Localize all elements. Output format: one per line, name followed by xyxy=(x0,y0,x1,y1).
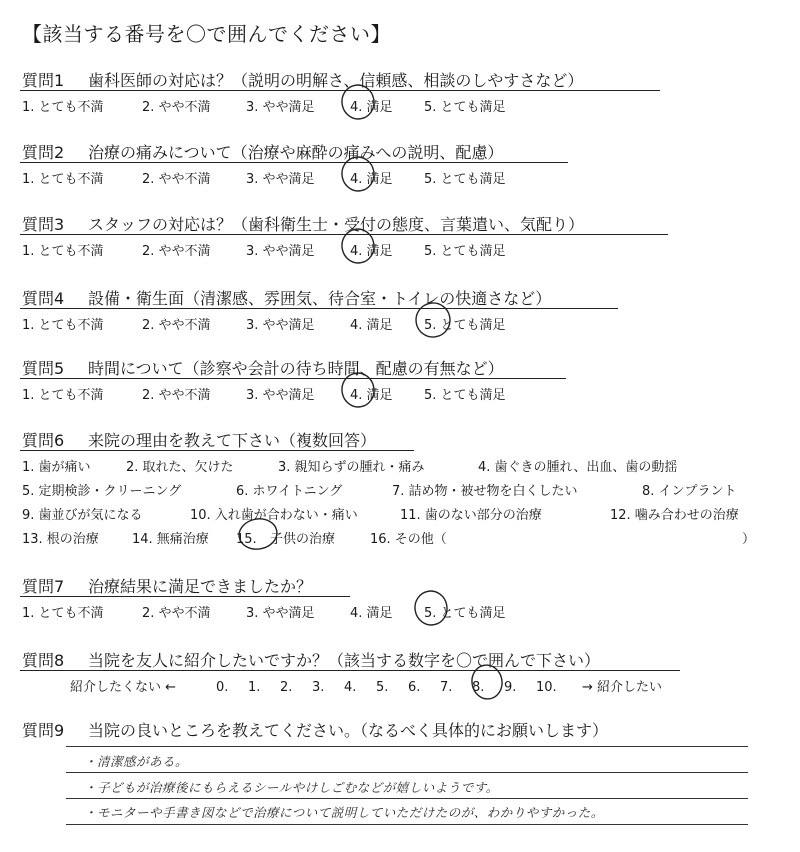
reason-option[interactable]: 2. 取れた、欠けた xyxy=(126,460,234,475)
option-5[interactable]: 5. とても満足 xyxy=(424,606,506,621)
other-close-paren: ） xyxy=(742,532,756,547)
scale-value[interactable]: 10. xyxy=(536,680,557,695)
option-1[interactable]: 1. とても不満 xyxy=(22,606,104,621)
option-3[interactable]: 3. やや満足 xyxy=(246,244,315,259)
scale-right-label: → 紹介したい xyxy=(582,680,663,695)
reason-option-label: 子供の治療 xyxy=(270,532,336,547)
handwritten-answer-2: ・子どもが治療後にもらえるシールやけしごむなどが嬉しいようです。 xyxy=(84,780,499,795)
option-2[interactable]: 2. やや不満 xyxy=(142,388,211,403)
scale-value[interactable]: 5. xyxy=(376,680,389,695)
reason-option[interactable]: 8. インプラント xyxy=(642,484,737,499)
question-text: 時間について（診察や会計の待ち時間、配慮の有無など） xyxy=(88,359,504,378)
option-4[interactable]: 4. 満足 xyxy=(350,100,393,115)
option-4[interactable]: 4. 満足 xyxy=(350,318,393,333)
reason-option[interactable]: 6. ホワイトニング xyxy=(236,484,343,499)
question-text: 治療結果に満足できましたか？ xyxy=(88,577,313,596)
reason-option-other[interactable]: 16. その他（ xyxy=(370,532,447,547)
option-4[interactable]: 4. 満足 xyxy=(350,606,393,621)
question-number: 質問4 xyxy=(22,289,65,308)
question-text: 当院の良いところを教えてください。（なるべく具体的にお願いします） xyxy=(88,721,609,740)
option-4[interactable]: 4. 満足 xyxy=(350,388,393,403)
question-text: 歯科医師の対応は？（説明の明解さ、信頼感、相談のしやすさなど） xyxy=(88,71,584,90)
circle-mark-q6 xyxy=(237,516,280,552)
circle-mark-q4 xyxy=(413,300,452,339)
reason-option[interactable]: 13. 根の治療 xyxy=(22,532,99,547)
circle-mark-q1 xyxy=(339,82,376,121)
option-1[interactable]: 1. とても不満 xyxy=(22,388,104,403)
option-4[interactable]: 4. 満足 xyxy=(350,244,393,259)
option-2[interactable]: 2. やや不満 xyxy=(142,318,211,333)
scale-value[interactable]: 2. xyxy=(280,680,293,695)
option-3[interactable]: 3. やや満足 xyxy=(246,318,315,333)
option-3[interactable]: 3. やや満足 xyxy=(246,172,315,187)
question-text: スタッフの対応は？（歯科衛生士・受付の態度、言葉遣い、気配り） xyxy=(88,215,585,234)
option-1[interactable]: 1. とても不満 xyxy=(22,244,104,259)
question-number: 質問7 xyxy=(22,577,65,596)
option-1[interactable]: 1. とても不満 xyxy=(22,100,104,115)
circle-mark-q7 xyxy=(412,588,449,627)
option-5[interactable]: 5. とても満足 xyxy=(424,318,506,333)
reason-option[interactable]: 7. 詰め物・被せ物を白くしたい xyxy=(392,484,578,499)
option-5[interactable]: 5. とても満足 xyxy=(424,244,506,259)
reason-option-circled[interactable]: 15. xyxy=(236,532,257,547)
scale-value[interactable]: 7. xyxy=(440,680,453,695)
option-2[interactable]: 2. やや不満 xyxy=(142,244,211,259)
question-number: 質問6 xyxy=(22,431,65,450)
form-title: 【該当する番号を〇で囲んでください】 xyxy=(22,22,391,46)
option-3[interactable]: 3. やや満足 xyxy=(246,100,315,115)
scale-value[interactable]: 0. xyxy=(216,680,229,695)
reason-option[interactable]: 5. 定期検診・クリーニング xyxy=(22,484,182,499)
circle-mark-q5 xyxy=(339,370,376,409)
scale-value[interactable]: 6. xyxy=(408,680,421,695)
option-5[interactable]: 5. とても満足 xyxy=(424,172,506,187)
scale-value[interactable]: 9. xyxy=(504,680,517,695)
circle-mark-q8 xyxy=(469,663,504,702)
handwritten-answer-3: ・モニターや手書き図などで治療について説明していただけたのが、わかりやすかった。 xyxy=(84,805,604,820)
question-number: 質問3 xyxy=(22,215,65,234)
question-number: 質問5 xyxy=(22,359,65,378)
reason-option[interactable]: 12. 噛み合わせの治療 xyxy=(610,508,739,523)
reason-option[interactable]: 14. 無痛治療 xyxy=(132,532,209,547)
question-number: 質問1 xyxy=(22,71,65,90)
option-2[interactable]: 2. やや不満 xyxy=(142,606,211,621)
option-4[interactable]: 4. 満足 xyxy=(350,172,393,187)
question-text: 治療の痛みについて（治療や麻酔の痛みへの説明、配慮） xyxy=(88,143,504,162)
option-3[interactable]: 3. やや満足 xyxy=(246,606,315,621)
question-number: 質問9 xyxy=(22,721,65,740)
option-1[interactable]: 1. とても不満 xyxy=(22,318,104,333)
question-text: 設備・衛生面（清潔感、雰囲気、待合室・トイレの快適さなど） xyxy=(88,289,552,308)
question-number: 質問2 xyxy=(22,143,65,162)
option-1[interactable]: 1. とても不満 xyxy=(22,172,104,187)
scale-value[interactable]: 4. xyxy=(344,680,357,695)
option-5[interactable]: 5. とても満足 xyxy=(424,100,506,115)
reason-option[interactable]: 11. 歯のない部分の治療 xyxy=(400,508,542,523)
scale-value-circled[interactable]: 8. xyxy=(472,680,485,695)
option-2[interactable]: 2. やや不満 xyxy=(142,172,211,187)
scale-left-label: 紹介したくない ← xyxy=(70,680,177,695)
question-text: 来院の理由を教えて下さい（複数回答） xyxy=(88,431,377,450)
scale-value[interactable]: 3. xyxy=(312,680,325,695)
option-3[interactable]: 3. やや満足 xyxy=(246,388,315,403)
option-5[interactable]: 5. とても満足 xyxy=(424,388,506,403)
scale-value[interactable]: 1. xyxy=(248,680,261,695)
option-2[interactable]: 2. やや不満 xyxy=(142,100,211,115)
reason-option[interactable]: 4. 歯ぐきの腫れ、出血、歯の動揺 xyxy=(478,460,678,475)
handwritten-answer-1: ・清潔感がある。 xyxy=(84,754,189,769)
question-text: 当院を友人に紹介したいですか？（該当する数字を〇で囲んで下さい） xyxy=(88,651,601,670)
circle-mark-q2 xyxy=(339,154,376,193)
reason-option[interactable]: 10. 入れ歯が合わない・痛い xyxy=(190,508,358,523)
question-number: 質問8 xyxy=(22,651,65,670)
reason-option[interactable]: 1. 歯が痛い xyxy=(22,460,91,475)
reason-option[interactable]: 9. 歯並びが気になる xyxy=(22,508,143,523)
reason-option[interactable]: 3. 親知らずの腫れ・痛み xyxy=(278,460,425,475)
circle-mark-q3 xyxy=(339,226,376,265)
